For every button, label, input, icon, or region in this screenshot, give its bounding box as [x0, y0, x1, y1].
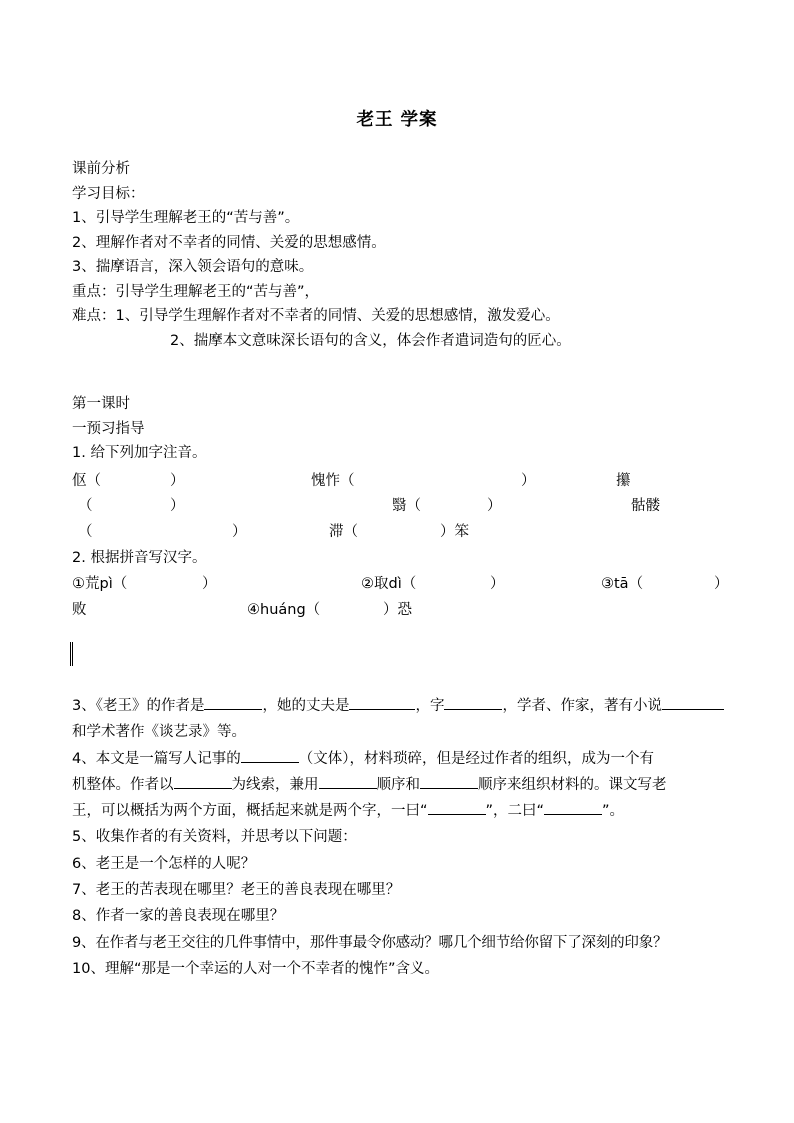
q1-item-c-close: ）: [170, 498, 185, 514]
blank[interactable]: [544, 800, 602, 815]
q2-item-a: ①荒pì（: [72, 576, 128, 592]
q1-item-a: 伛（: [72, 473, 101, 489]
q1-item-b: 愧怍（: [311, 473, 355, 489]
questions-section: [72, 693, 724, 982]
goal-item: 1、引导学生理解老王的“苦与善”。: [72, 210, 300, 226]
q2-item-d: ④huáng（: [247, 602, 321, 618]
blank[interactable]: [319, 774, 377, 789]
q2-item-d-close: ）恐: [383, 602, 412, 618]
q8: 8、作者一家的善良表现在哪里？: [72, 908, 285, 925]
q4-line2: 机整体。作者以 为线索，兼用 顺序和 顺序来组织材料的。课文写老: [72, 772, 724, 798]
q1-item-c: 攥: [616, 473, 631, 489]
q6: 6、老王是一个怎样的人呢？: [72, 855, 256, 872]
intro-heading: 课前分析: [72, 161, 130, 177]
q2-item-a-close: ）: [202, 576, 217, 592]
q3-line2: 和学术著作《谈艺录》等。: [72, 724, 246, 741]
q2-item-c: ③tā（: [601, 576, 644, 592]
q1-item-e: 骷髅: [631, 498, 660, 514]
q1-item-f: 滞（: [329, 524, 358, 540]
goal-item: 2、理解作者对不幸者的同情、关爱的思想感情。: [72, 234, 386, 251]
q1-item-b-close: ）: [521, 473, 536, 489]
q9: 9、在作者与老王交往的几件事情中，那件事最令你感动？哪几个细节给你留下了深刻的印象？: [72, 934, 668, 951]
goal-item: 3、揣摩语言，深入领会语句的意味。: [72, 259, 314, 275]
blank[interactable]: [174, 774, 232, 789]
q1-item-a-close: ）: [170, 473, 185, 489]
q2-item-c-tail: 败: [72, 602, 87, 618]
key-point: 重点：引导学生理解老王的“苦与善”，: [72, 283, 320, 300]
q10: 10、理解“那是一个幸运的人对一个不幸者的愧怍”含义。: [72, 960, 439, 977]
text-cursor: [70, 642, 73, 666]
q1-item-d-close: ）: [487, 498, 502, 514]
q3-line1: 3、《老王》的作者是 ，她的丈夫是 ，字 ，学者、作家，著有小说: [72, 693, 724, 719]
blank[interactable]: [241, 748, 299, 763]
q1-item-c-open: （: [78, 498, 93, 514]
blank[interactable]: [428, 800, 486, 815]
blank[interactable]: [444, 695, 502, 710]
blank[interactable]: [349, 695, 415, 710]
q4-line3: 王，可以概括为两个方面，概括起来就是两个字，一曰“ ”，二曰“ ”。: [72, 798, 724, 824]
q2-item-c-close: ）: [714, 576, 729, 592]
lesson-section: [72, 392, 724, 466]
section-heading: 一预习指导: [72, 420, 145, 437]
q1-item-d: 翳（: [392, 498, 421, 514]
q1-item-e-close: ）: [232, 524, 247, 540]
goals-heading: 学习目标：: [72, 185, 145, 202]
q4-line1: 4、本文是一篇写人记事的 （文体），材料琐碎，但是经过作者的组织，成为一个有: [72, 746, 724, 772]
q7: 7、老王的苦表现在哪里？老王的善良表现在哪里？: [72, 882, 401, 899]
blank[interactable]: [662, 695, 724, 710]
q5: 5、收集作者的有关资料，并思考以下问题：: [72, 829, 357, 846]
lesson-heading: 第一课时: [72, 396, 130, 412]
difficulty-1: 难点：1、引导学生理解作者对不幸者的同情、关爱的思想感情，激发爱心。: [72, 308, 560, 324]
difficulty-2: 2、揣摩本文意味深长语句的含义，体会作者遣词造句的匠心。: [170, 332, 571, 349]
q1-item-f-close: ）笨: [440, 524, 469, 540]
q1-label: 1. 给下列加字注音。: [72, 445, 207, 461]
q1-item-e-open: （: [78, 524, 93, 540]
q2-item-b: ②取dì（: [361, 576, 417, 592]
blank[interactable]: [204, 695, 262, 710]
blank[interactable]: [420, 774, 478, 789]
intro-section: [72, 157, 724, 353]
page-title: 老王 学案: [356, 110, 438, 130]
q2-item-b-close: ）: [490, 576, 505, 592]
q2-label: 2. 根据拼音写汉字。: [72, 550, 207, 566]
